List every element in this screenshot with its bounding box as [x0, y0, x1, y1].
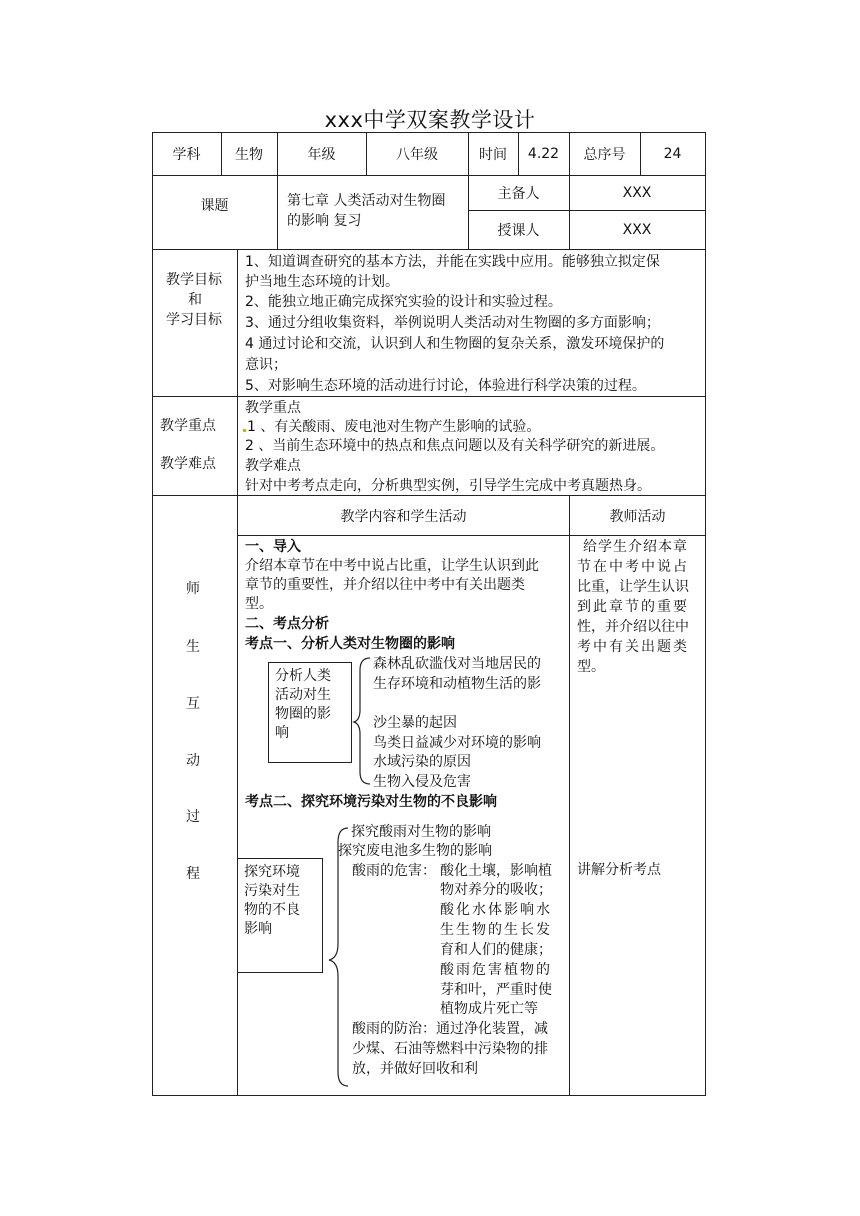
point1-brace — [352, 656, 374, 786]
analysis-heading: 二、考点分析 — [245, 616, 329, 632]
teacher-column-header: 教师活动 — [609, 508, 666, 525]
topic-label: 课题 — [200, 198, 229, 214]
list-item: 鸟类日益减少对环境的影响 — [373, 735, 541, 751]
list-item: 水域污染的原因 — [373, 754, 471, 770]
intro-line: 章节的重要性，并介绍以往中考中有关出题类 — [245, 577, 525, 593]
list-item: 生物入侵及危害 — [373, 774, 471, 790]
time-value: 4.22 — [527, 146, 560, 162]
point2-box: 探究环境 污染对生 物的不良 影响 — [237, 858, 323, 973]
list-item: 森林乱砍滥伐对当地居民的 — [373, 656, 541, 672]
marker-dot — [243, 429, 246, 432]
content-column-header: 教学内容和学生活动 — [340, 508, 467, 525]
grade-value: 八年级 — [396, 147, 438, 163]
intro-line: 型。 — [245, 596, 273, 612]
seq-value: 24 — [663, 146, 682, 162]
list-item: 生存环境和动植物生活的影 — [373, 676, 541, 692]
point2-brace — [326, 826, 352, 1088]
focus-label: 教学重点 — [160, 418, 216, 434]
subject-label: 学科 — [172, 147, 201, 163]
topic-line-1: 第七章 人类活动对生物圈 — [287, 193, 446, 209]
subject-value: 生物 — [235, 147, 263, 163]
difficulty-label: 教学难点 — [160, 456, 216, 472]
acid-harm-label: 酸雨的危害： — [352, 863, 436, 879]
grade-label: 年级 — [307, 147, 336, 163]
topic-line-2: 的影响 复习 — [287, 213, 362, 229]
prep-value: XXX — [622, 185, 652, 201]
point1-box: 分析人类 活动对生 物圈的影 响 — [268, 662, 352, 763]
list-item: 沙尘暴的起因 — [373, 715, 457, 731]
list-item: 探究废电池多生物的影响 — [338, 843, 492, 859]
prep-label: 主备人 — [497, 186, 540, 202]
seq-label: 总序号 — [583, 147, 626, 163]
teacher-value: XXX — [622, 222, 652, 238]
document-title: xxx中学双案教学设计 — [324, 108, 536, 132]
teacher-label: 授课人 — [497, 223, 540, 239]
list-item: 探究酸雨对生物的影响 — [351, 824, 491, 840]
teacher-activity-analysis: 讲解分析考点 — [577, 862, 661, 878]
intro-line: 介绍本章节在中考中说占比重，让学生认识到此 — [245, 558, 539, 574]
point1-heading: 考点一、分析人类对生物圈的影响 — [245, 636, 455, 652]
time-label: 时间 — [479, 147, 507, 163]
point2-heading: 考点二、探究环境污染对生物的不良影响 — [245, 794, 497, 810]
intro-heading: 一、导入 — [245, 539, 301, 555]
